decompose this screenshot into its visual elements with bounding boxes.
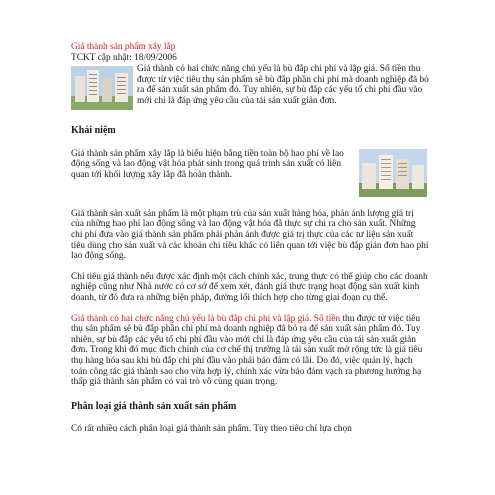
- article-title[interactable]: Giá thành sản phẩm xây lắp: [71, 42, 176, 52]
- concept-block: [71, 149, 429, 199]
- concept-paragraph-2: Giá thành sản xuất sản phẩm là một phạm trù của sản xuất hàng hóa, phản ánh lượng giá trị của những hao phí lao động sống và lao động vật hóa đã thực sự chi ra cho sản xuất. Những chi phí đưa vào giá thành sản phẩm phải phản ánh được giá trị thực của các tư liệu sản xuất tiêu dùng cho sản xuất và các khoản chi tiêu khác có liên quan tới việc bù đắp giản đơn hao phí lao động sống.: [71, 208, 429, 262]
- concept-paragraph-4-rest: thu được từ việc tiêu thụ sản phẩm sẽ bù đắp phần chi phí mà doanh nghiệp đã bỏ ra để sản xuất sản phẩm đó. Tuy nhiên, sự bù đắp các yếu tố chi phí đầu vào mới chỉ là đáp ứng yêu cầu của tái sản xuất giản đơn. Trong khi đó mục đích chính của cơ chế thị trường là tái sản xuất mở rộng tức là giá tiêu thụ hàng hóa sau khi bù đắp chi phí đầu vào phải bảo đảm có lãi. Do đó, việc quản lý, hạch toán công tác giá thành sao cho vừa hợp lý, chính xác vừa bảo đảm vạch ra phương hướng hạ thấp giá thành sản phẩm có vai trò vô cùng quan trọng.: [71, 313, 423, 388]
- intro-paragraph: Giá thành có hai chức năng chủ yếu là bù đắp chi phí và lập giá. Số tiền thu được từ việc tiêu thụ sản phẩm sẽ bù đắp phần chi phí mà doanh nghiệp đã bỏ ra để sản xuất sản phẩm đó. Tuy nhiên, sự bù đắp các yếu tố chi phí đầu vào mới chỉ là đáp ứng yêu cầu của tái sản xuất giản đơn.: [137, 64, 429, 106]
- building-photo-icon: [359, 149, 427, 197]
- intro-block: [71, 64, 429, 112]
- article: [71, 42, 429, 435]
- concept-paragraph-4: [71, 314, 429, 388]
- update-line: TCKT cập nhật: 18/09/2006: [71, 52, 177, 63]
- section-heading-concept: Khái niệm: [71, 125, 116, 137]
- concept-paragraph-3: Chỉ tiêu giá thành nếu được xác định một cách chính xác, trung thực có thể giúp cho các doanh nghiệp cũng như Nhà nước có cơ sở để xem xét, đánh giá thực trạng hoạt động sản xuất kinh doanh, từ đó đưa ra những biện pháp, đường lối thích hợp cho từng giai đoạn cụ thể.: [71, 271, 428, 303]
- section-heading-classification: Phân loại giá thành sản xuất sản phẩm: [71, 400, 237, 412]
- highlight-text: Giá thành có hai chức năng chủ yếu là bù đắp chi phí và lập giá. Số tiền: [71, 313, 341, 324]
- building-photo-icon: [71, 66, 133, 110]
- concept-paragraph-1: Giá thành sản phẩm xây lắp là biểu hiện bằng tiền toàn bộ hao phí về lao động sống và lao động vật hóa phát sinh trong quá trình sản xuất có liên quan tới khối lượng xây lắp đã hoàn thành.: [71, 148, 344, 180]
- classification-paragraph-1: Có rất nhiều cách phân loại giá thành sản phẩm. Tùy theo tiêu chí lựa chọn: [71, 424, 352, 435]
